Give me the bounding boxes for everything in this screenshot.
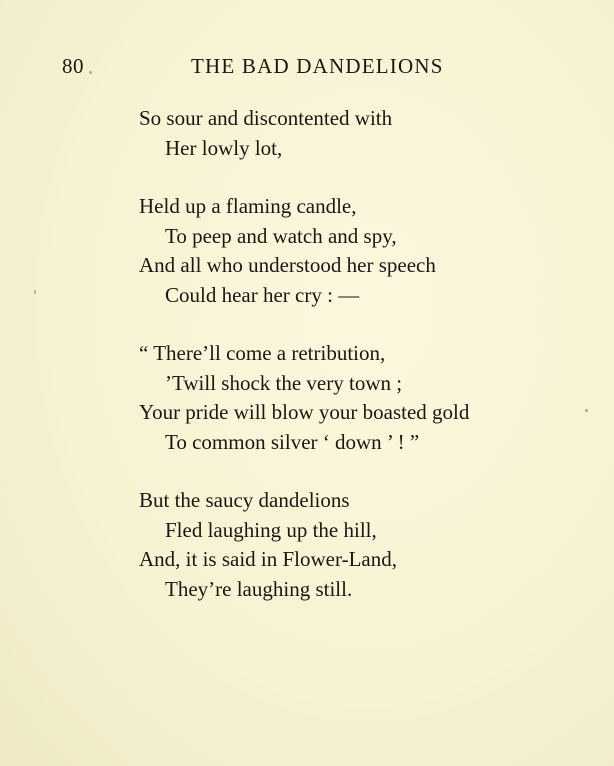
poem-line: They’re laughing still. (165, 576, 353, 601)
stanza (139, 104, 579, 163)
stanza (139, 339, 579, 457)
poem (139, 104, 579, 633)
running-title: THE BAD DANDELIONS (191, 54, 444, 78)
poem-line: And, it is said in Flower-Land, (139, 547, 397, 571)
poem-line: And all who understood her speech (139, 253, 436, 277)
poem-line: ’Twill shock the very town ; (165, 370, 403, 395)
poem-line: So sour and discontented with (139, 106, 393, 130)
poem-line: To common silver ‘ down ’ ! ” (165, 429, 420, 454)
poem-line: “ There’ll come a retribution, (139, 341, 386, 365)
stanza (139, 192, 579, 310)
poem-line: Your pride will blow your boasted gold (139, 400, 470, 424)
poem-line: But the saucy dandelions (139, 488, 350, 512)
paper-speck (585, 409, 588, 412)
poem-line: Could hear her cry : — (165, 282, 360, 307)
paper-speck (89, 71, 92, 74)
poem-line: Her lowly lot, (165, 135, 283, 160)
poem-line: To peep and watch and spy, (165, 223, 397, 248)
paper-speck (34, 290, 36, 294)
poem-line: Fled laughing up the hill, (165, 517, 377, 542)
poem-line: Held up a flaming candle, (139, 194, 357, 218)
page-number: 80 (62, 54, 84, 78)
stanza (139, 486, 579, 604)
